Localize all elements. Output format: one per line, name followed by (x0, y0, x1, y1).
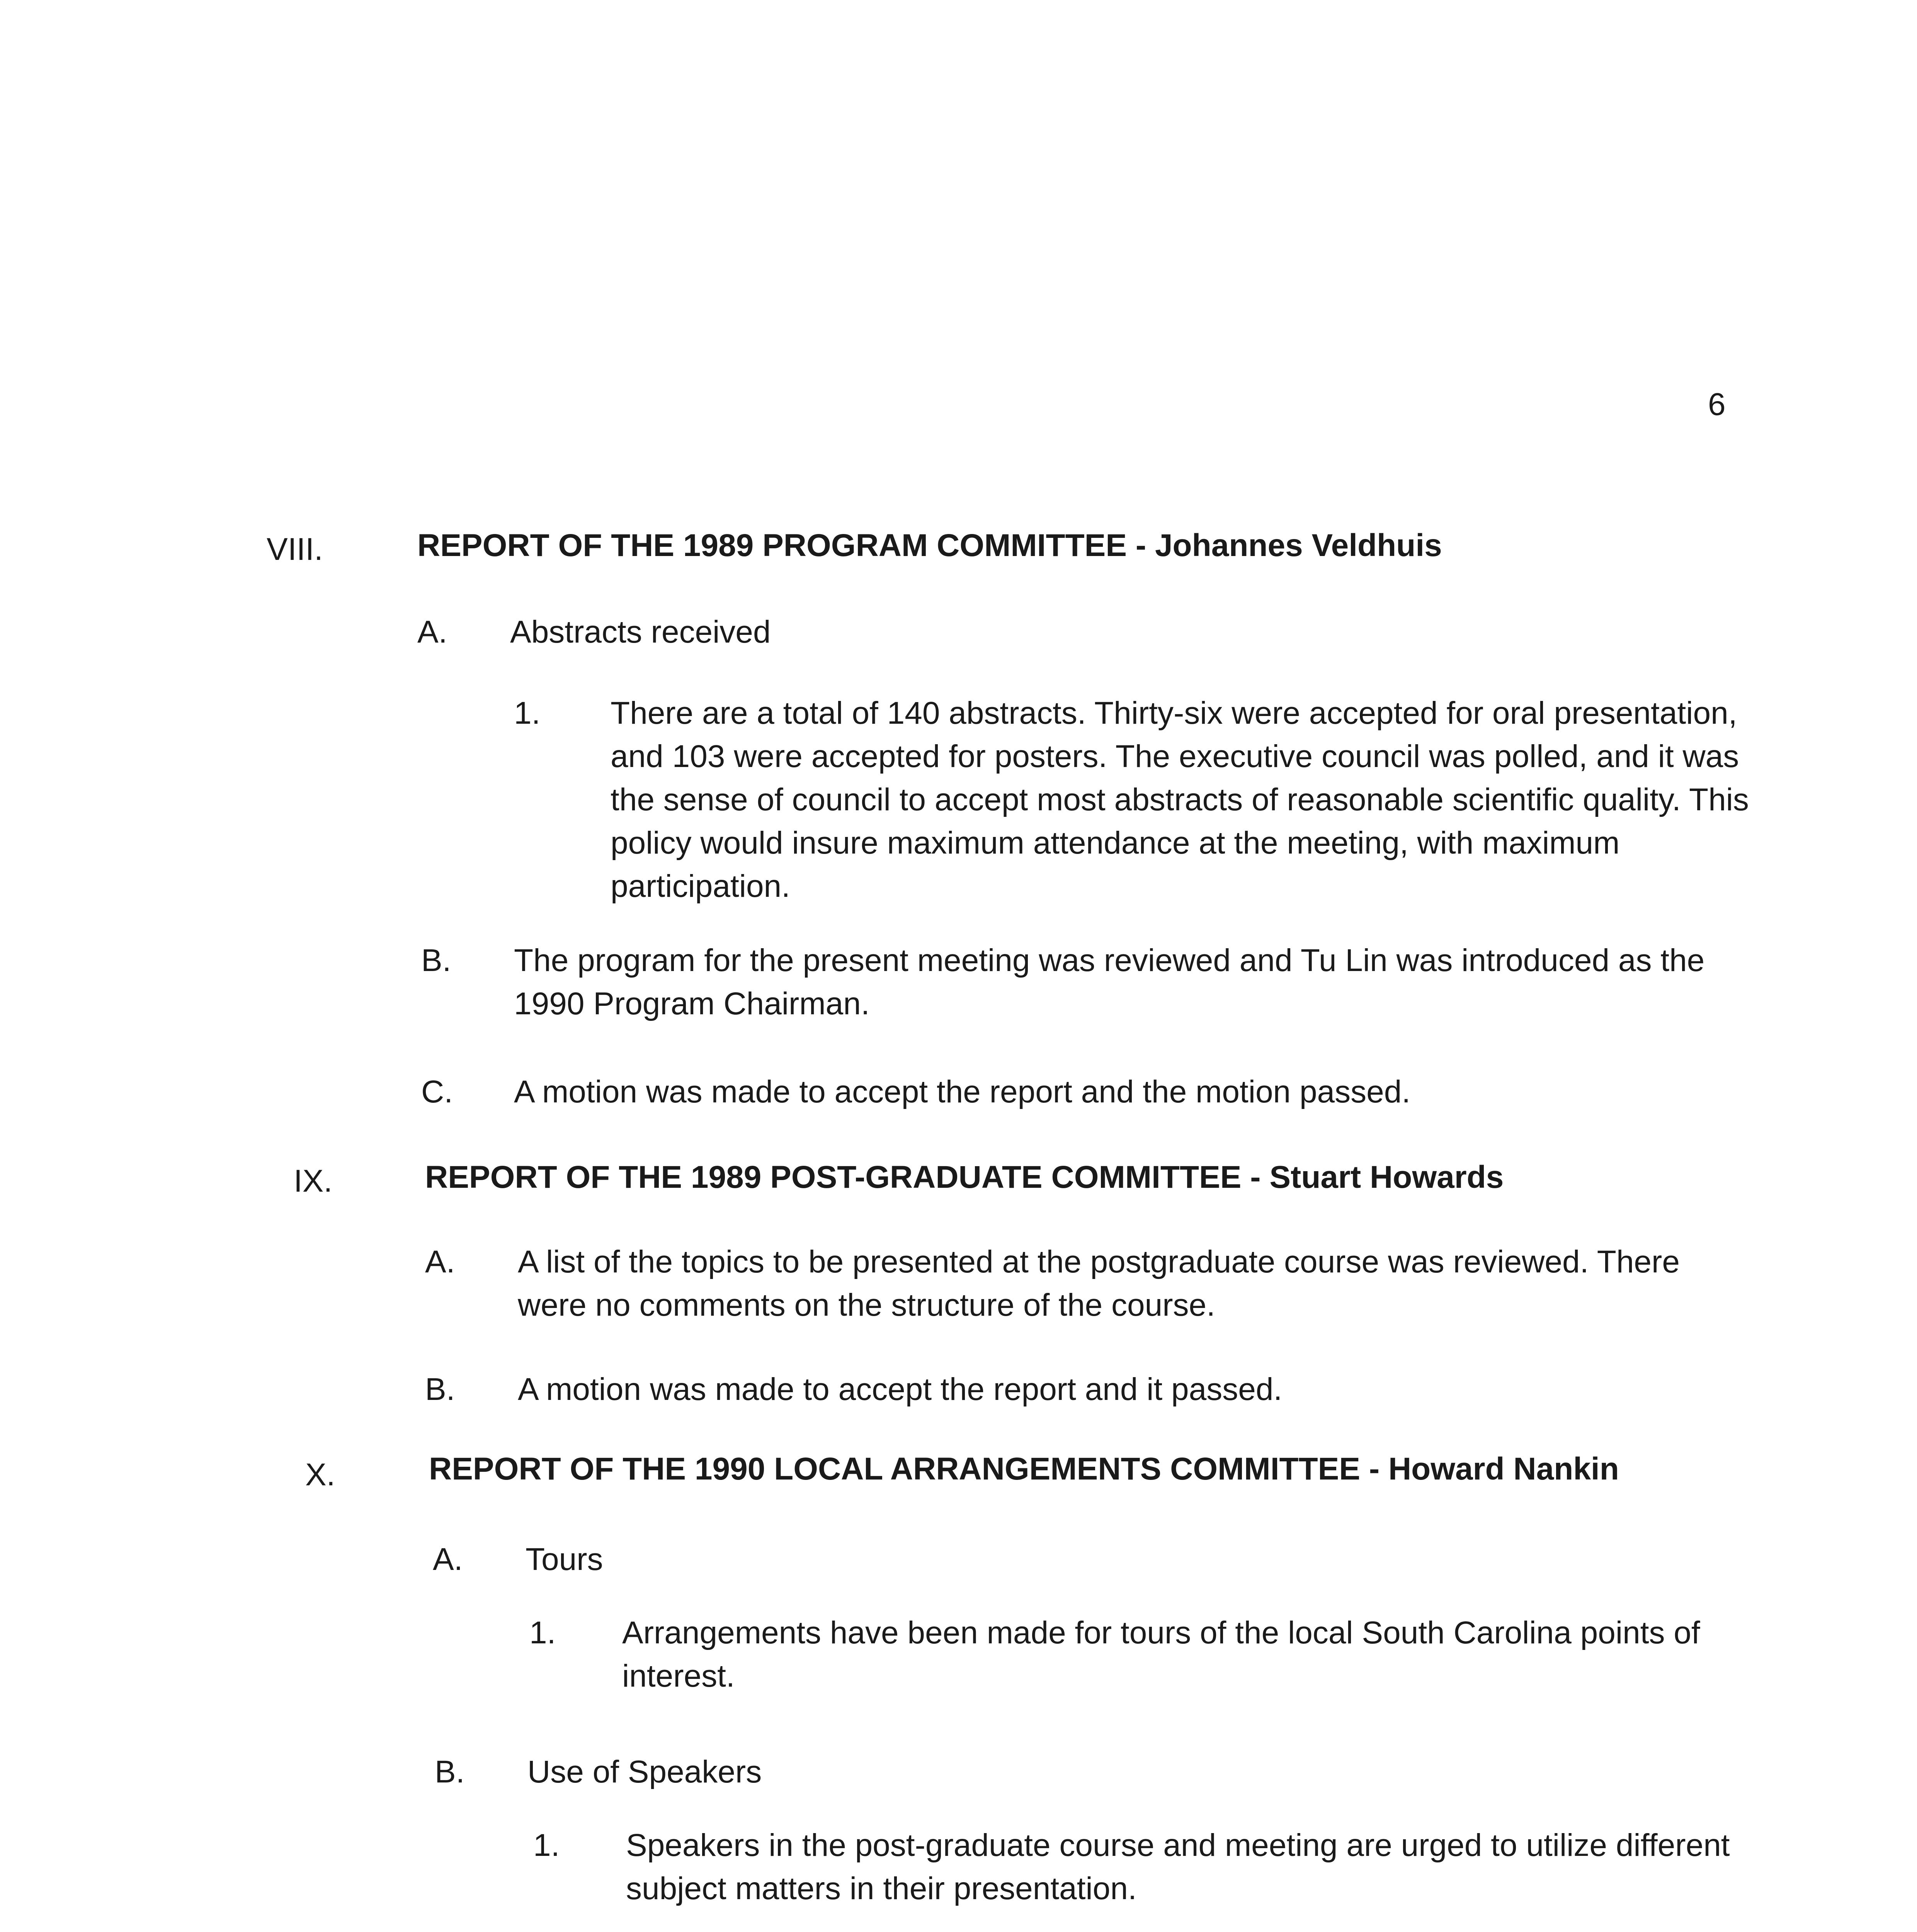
section-numeral: VIII. (267, 532, 323, 567)
item-text: A motion was made to accept the report and it passed. (518, 1372, 1283, 1407)
item-text: The program for the present meeting was reviewed and Tu Lin was introduced as the 1990 Program Chairman. (514, 943, 1705, 1021)
item-text: There are a total of 140 abstracts. Thirty-six were accepted for oral presentation, and 103 were accepted for posters. The executive council was polled, and it was the sense of council to accept most abstracts of reasonable scientific quality. This policy would insure maximum attendance at the meeting, with maximum participation. (611, 696, 1749, 904)
section-heading: REPORT OF THE 1990 LOCAL ARRANGEMENTS COMMITTEE - Howard Nankin (429, 1451, 1619, 1486)
item-marker: 1. (514, 696, 541, 731)
item-text: Speakers in the post-graduate course and meeting are urged to utilize different subject matters in their presentation. (626, 1828, 1730, 1906)
section-heading: REPORT OF THE 1989 PROGRAM COMMITTEE - Johannes Veldhuis (417, 528, 1442, 563)
page-number: 6 (1708, 387, 1726, 422)
item-marker: A. (425, 1244, 455, 1279)
item-marker: B. (425, 1372, 455, 1407)
section-numeral: X. (305, 1457, 335, 1492)
item-text: Arrangements have been made for tours of the local South Carolina points of interest. (622, 1615, 1700, 1694)
item-marker: A. (433, 1542, 463, 1577)
item-marker: 1. (529, 1615, 556, 1650)
item-marker: C. (421, 1074, 453, 1109)
item-marker: B. (421, 943, 451, 978)
section-numeral: IX. (294, 1163, 333, 1199)
item-text: A motion was made to accept the report and the motion passed. (514, 1074, 1411, 1109)
item-marker: 1. (533, 1828, 560, 1863)
item-text: Use of Speakers (527, 1754, 762, 1789)
item-text: Abstracts received (510, 614, 771, 650)
item-marker: B. (435, 1754, 465, 1789)
section-heading: REPORT OF THE 1989 POST-GRADUATE COMMITTEE - Stuart Howards (425, 1160, 1504, 1195)
item-marker: A. (417, 614, 447, 650)
item-text: A list of the topics to be presented at the postgraduate course was reviewed. There were no comments on the structure of the course. (518, 1244, 1680, 1323)
item-text: Tours (526, 1542, 603, 1577)
